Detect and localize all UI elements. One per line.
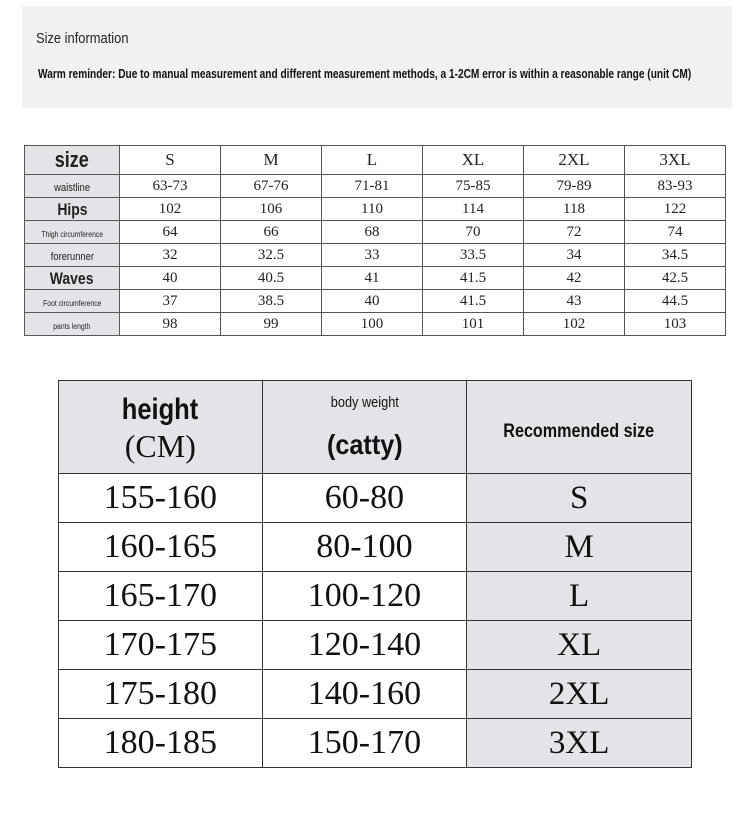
table-cell: 64: [120, 221, 221, 244]
weight-cell: 80-100: [262, 523, 467, 572]
size-cell: S: [467, 474, 692, 523]
weight-cell: 150-170: [262, 719, 467, 768]
size-cell: 3XL: [467, 719, 692, 768]
size-cell: XL: [467, 621, 692, 670]
height-header: height (CM): [59, 381, 263, 474]
table-row: [25, 313, 726, 336]
table-cell: 41.5: [423, 290, 524, 313]
height-cell: 180-185: [59, 719, 263, 768]
table-cell: 102: [120, 198, 221, 221]
size-col-header: 2XL: [524, 146, 625, 175]
height-cell: 155-160: [59, 474, 263, 523]
table-cell: 114: [423, 198, 524, 221]
table-row: [59, 523, 692, 572]
recommendation-table: [58, 380, 692, 768]
size-col-header: S: [120, 146, 221, 175]
weight-cell: 60-80: [262, 474, 467, 523]
table-cell: 32.5: [221, 244, 322, 267]
table-row: [25, 244, 726, 267]
info-banner: [22, 6, 732, 108]
table-cell: 40: [322, 290, 423, 313]
table-cell: 122: [625, 198, 726, 221]
weight-cell: 120-140: [262, 621, 467, 670]
size-col-header: 3XL: [625, 146, 726, 175]
table-cell: 34: [524, 244, 625, 267]
height-cell: 165-170: [59, 572, 263, 621]
table-cell: 40: [120, 267, 221, 290]
weight-cell: 140-160: [262, 670, 467, 719]
table-row: [25, 221, 726, 244]
table-cell: 70: [423, 221, 524, 244]
table-cell: 44.5: [625, 290, 726, 313]
table-cell: 66: [221, 221, 322, 244]
table-cell: 63-73: [120, 175, 221, 198]
table-cell: 101: [423, 313, 524, 336]
table-cell: 99: [221, 313, 322, 336]
table-cell: 74: [625, 221, 726, 244]
size-col-header: XL: [423, 146, 524, 175]
table-cell: 68: [322, 221, 423, 244]
table-cell: 72: [524, 221, 625, 244]
table-cell: 41: [322, 267, 423, 290]
banner-note: Warm reminder: Due to manual measurement and different measurement methods, a 1-2CM error is within a reasonable range (unit CM): [38, 66, 692, 81]
size-col-header: M: [221, 146, 322, 175]
row-label: Waves: [25, 267, 120, 290]
table-row: [25, 267, 726, 290]
table-row: [59, 719, 692, 768]
size-cell: L: [467, 572, 692, 621]
size-cell: 2XL: [467, 670, 692, 719]
size-table: [24, 145, 726, 336]
height-cell: 160-165: [59, 523, 263, 572]
row-label: waistline: [25, 175, 120, 198]
height-cell: 175-180: [59, 670, 263, 719]
table-cell: 42.5: [625, 267, 726, 290]
table-row: [25, 175, 726, 198]
size-col-header: L: [322, 146, 423, 175]
table-row: [25, 290, 726, 313]
table-cell: 100: [322, 313, 423, 336]
table-cell: 118: [524, 198, 625, 221]
table-cell: 41.5: [423, 267, 524, 290]
banner-title: Size information: [36, 30, 129, 47]
table-row: [59, 572, 692, 621]
table-row: [59, 670, 692, 719]
table-cell: 67-76: [221, 175, 322, 198]
table-cell: 83-93: [625, 175, 726, 198]
table-cell: 102: [524, 313, 625, 336]
height-cell: 170-175: [59, 621, 263, 670]
table-cell: 40.5: [221, 267, 322, 290]
table-cell: 34.5: [625, 244, 726, 267]
table-row: [59, 474, 692, 523]
size-header-row: [25, 146, 726, 175]
table-cell: 42: [524, 267, 625, 290]
row-label: Thigh circumference: [25, 221, 120, 244]
table-cell: 32: [120, 244, 221, 267]
table-cell: 37: [120, 290, 221, 313]
table-cell: 33.5: [423, 244, 524, 267]
table-cell: 98: [120, 313, 221, 336]
table-cell: 38.5: [221, 290, 322, 313]
table-row: [25, 198, 726, 221]
table-cell: 43: [524, 290, 625, 313]
size-header: Recommended size: [467, 381, 692, 474]
table-row: [59, 621, 692, 670]
table-cell: 106: [221, 198, 322, 221]
weight-header: body weight (catty): [262, 381, 467, 474]
row-label: pants length: [25, 313, 120, 336]
table-cell: 33: [322, 244, 423, 267]
weight-cell: 100-120: [262, 572, 467, 621]
table-cell: 71-81: [322, 175, 423, 198]
row-label: forerunner: [25, 244, 120, 267]
table-cell: 79-89: [524, 175, 625, 198]
row-label: Foot circumference: [25, 290, 120, 313]
table-cell: 110: [322, 198, 423, 221]
table-cell: 75-85: [423, 175, 524, 198]
table-cell: 103: [625, 313, 726, 336]
row-label: Hips: [25, 198, 120, 221]
size-cell: M: [467, 523, 692, 572]
size-header-label: size: [25, 146, 120, 175]
rec-header-row: [59, 381, 692, 474]
